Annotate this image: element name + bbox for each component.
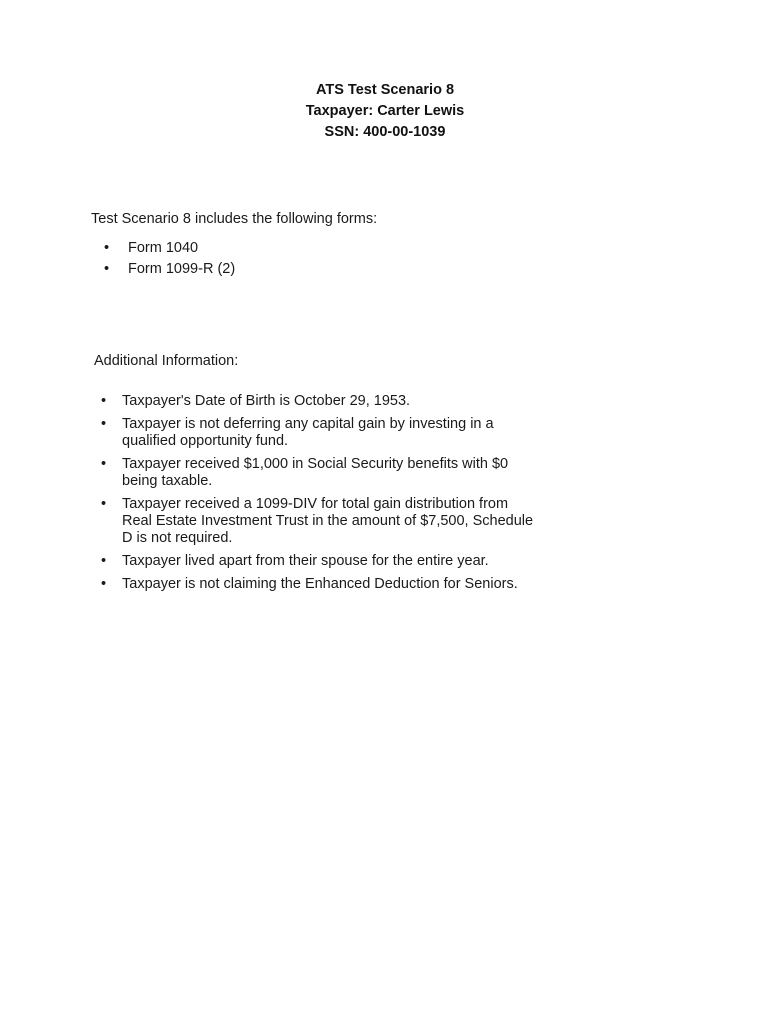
additional-info-heading: Additional Information: <box>94 353 239 369</box>
list-item: • Form 1099-R (2) <box>100 259 235 280</box>
list-item: • Form 1040 <box>100 238 235 259</box>
forms-list <box>100 238 235 280</box>
taxpayer-ssn: SSN: 400-00-1039 <box>324 124 446 140</box>
list-item: • Taxpayer received $1,000 in Social Security benefits with $0 being taxable. <box>98 456 538 490</box>
list-item: • Taxpayer's Date of Birth is October 29, 1953. <box>98 393 538 410</box>
forms-intro-text: Test Scenario 8 includes the following forms: <box>91 211 378 227</box>
list-item: • Taxpayer lived apart from their spouse for the entire year. <box>98 553 538 570</box>
list-item: • Taxpayer is not deferring any capital gain by investing in a qualified opportunity fund. <box>98 416 538 450</box>
document-header <box>0 80 770 143</box>
scenario-title: ATS Test Scenario 8 <box>315 82 455 98</box>
taxpayer-name: Taxpayer: Carter Lewis <box>305 103 465 119</box>
list-item: • Taxpayer received a 1099-DIV for total gain distribution from Real Estate Investment Trust in the amount of $7,500, Schedule D is not required. <box>98 496 538 547</box>
additional-info-list <box>98 393 538 599</box>
list-item: • Taxpayer is not claiming the Enhanced Deduction for Seniors. <box>98 576 538 593</box>
